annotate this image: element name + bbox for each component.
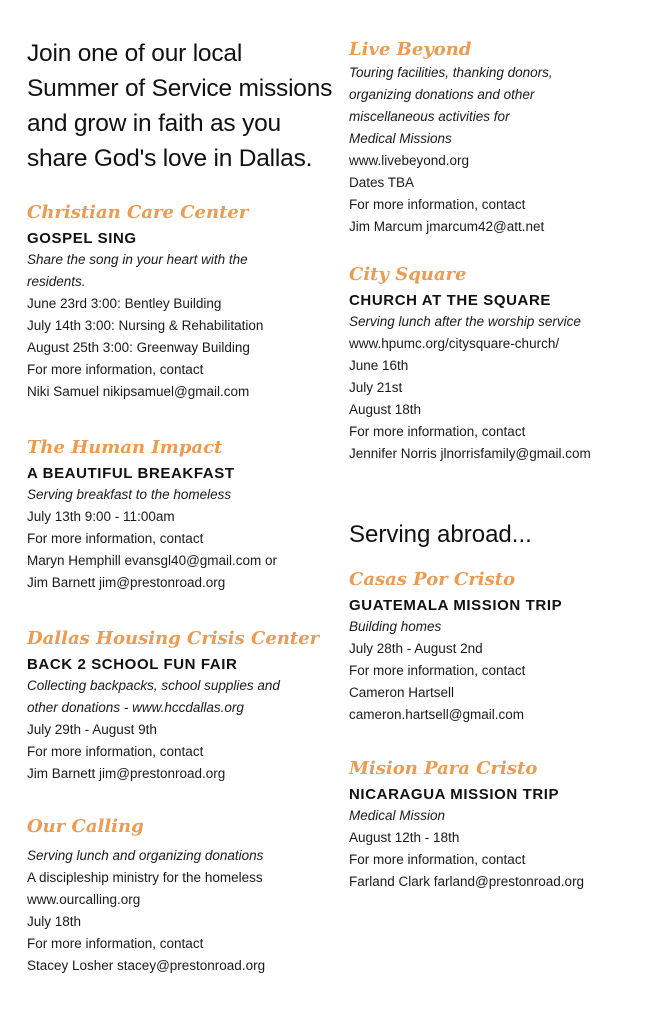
mission-contact: Cameron Hartsell xyxy=(349,685,455,700)
mission-link: www.livebeyond.org xyxy=(349,153,470,168)
mission-description: Serving lunch after the worship service xyxy=(349,314,581,329)
mission-detail: For more information, contact xyxy=(27,362,204,377)
mission-detail: For more information, contact xyxy=(349,852,526,867)
mission-event-title: GUATEMALA MISSION TRIP xyxy=(349,597,563,614)
mission-dallas-housing-crisis-center xyxy=(27,627,332,785)
mission-description: organizing donations and other xyxy=(349,87,535,102)
mission-detail: June 23rd 3:00: Bentley Building xyxy=(27,296,222,311)
mission-detail: August 18th xyxy=(349,402,422,417)
mission-city-square xyxy=(349,263,649,465)
mission-detail: For more information, contact xyxy=(349,197,526,212)
mission-detail: For more information, contact xyxy=(27,936,204,951)
mission-org-name: Christian Care Center xyxy=(27,202,249,223)
mission-event-title: GOSPEL SING xyxy=(27,230,137,247)
mission-detail: August 25th 3:00: Greenway Building xyxy=(27,340,250,355)
mission-our-calling xyxy=(27,815,332,977)
mission-contact: Maryn Hemphill evansgl40@gmail.com or xyxy=(27,553,278,568)
mission-event-title: A BEAUTIFUL BREAKFAST xyxy=(27,465,235,482)
mission-casas-por-cristo xyxy=(349,568,649,726)
intro-line: Join one of our local xyxy=(27,40,243,67)
mission-detail: For more information, contact xyxy=(349,663,526,678)
mission-description: miscellaneous activities for xyxy=(349,109,510,124)
mission-description: other donations - www.hccdallas.org xyxy=(27,700,244,715)
mission-contact: Jim Barnett jim@prestonroad.org xyxy=(27,766,226,781)
mission-event-title: CHURCH AT THE SQUARE xyxy=(349,292,551,309)
mission-description: Share the song in your heart with the xyxy=(27,252,248,267)
mission-detail: July 21st xyxy=(349,380,403,395)
mission-detail: For more information, contact xyxy=(27,744,204,759)
mission-org-name: Mision Para Cristo xyxy=(349,758,538,779)
mission-org-name: Live Beyond xyxy=(349,39,472,60)
mission-detail: June 16th xyxy=(349,358,409,373)
mission-event-title: NICARAGUA MISSION TRIP xyxy=(349,786,560,803)
mission-description: Touring facilities, thanking donors, xyxy=(349,65,553,80)
mission-detail: For more information, contact xyxy=(349,424,526,439)
mission-description: Serving breakfast to the homeless xyxy=(27,487,232,502)
mission-detail: July 29th - August 9th xyxy=(27,722,157,737)
mission-org-name: Casas Por Cristo xyxy=(349,569,516,590)
mission-detail: July 14th 3:00: Nursing & Rehabilitation xyxy=(27,318,264,333)
mission-detail: A discipleship ministry for the homeless xyxy=(27,870,263,885)
mission-description: Medical Mission xyxy=(349,808,446,823)
mission-detail: July 13th 9:00 - 11:00am xyxy=(27,509,175,524)
mission-detail: Dates TBA xyxy=(349,175,415,190)
mission-org-name: The Human Impact xyxy=(27,437,223,458)
mission-mision-para-cristo xyxy=(349,757,649,893)
mission-detail: For more information, contact xyxy=(27,531,204,546)
mission-org-name: Our Calling xyxy=(27,816,144,837)
mission-detail: August 12th - 18th xyxy=(349,830,460,845)
mission-description: Collecting backpacks, school supplies and xyxy=(27,678,280,693)
mission-contact: Jim Marcum jmarcum42@att.net xyxy=(349,219,545,234)
mission-event-title: BACK 2 SCHOOL FUN FAIR xyxy=(27,656,238,673)
mission-the-human-impact xyxy=(27,436,332,594)
mission-contact: Stacey Losher stacey@prestonroad.org xyxy=(27,958,266,973)
intro-line: Summer of Service missions xyxy=(27,75,333,102)
mission-detail: www.ourcalling.org xyxy=(27,892,141,907)
mission-contact: cameron.hartsell@gmail.com xyxy=(349,707,525,722)
intro-text xyxy=(27,36,332,176)
mission-description: Serving lunch and organizing donations xyxy=(27,848,264,863)
mission-org-name: Dallas Housing Crisis Center xyxy=(27,628,320,649)
mission-contact: Niki Samuel nikipsamuel@gmail.com xyxy=(27,384,250,399)
mission-christian-care-center xyxy=(27,201,332,403)
abroad-heading: Serving abroad... xyxy=(349,521,532,548)
mission-detail: July 28th - August 2nd xyxy=(349,641,483,656)
mission-contact: Farland Clark farland@prestonroad.org xyxy=(349,874,585,889)
mission-live-beyond xyxy=(349,38,649,238)
mission-description: Medical Missions xyxy=(349,131,452,146)
mission-description: Building homes xyxy=(349,619,442,634)
intro-line: share God's love in Dallas. xyxy=(27,145,313,172)
mission-link: www.hpumc.org/citysquare-church/ xyxy=(349,336,560,351)
mission-detail: July 18th xyxy=(27,914,82,929)
mission-org-name: City Square xyxy=(349,264,467,285)
mission-description: residents. xyxy=(27,274,86,289)
mission-contact: Jennifer Norris jlnorrisfamily@gmail.com xyxy=(349,446,591,461)
intro-line: and grow in faith as you xyxy=(27,110,281,137)
mission-contact: Jim Barnett jim@prestonroad.org xyxy=(27,575,226,590)
